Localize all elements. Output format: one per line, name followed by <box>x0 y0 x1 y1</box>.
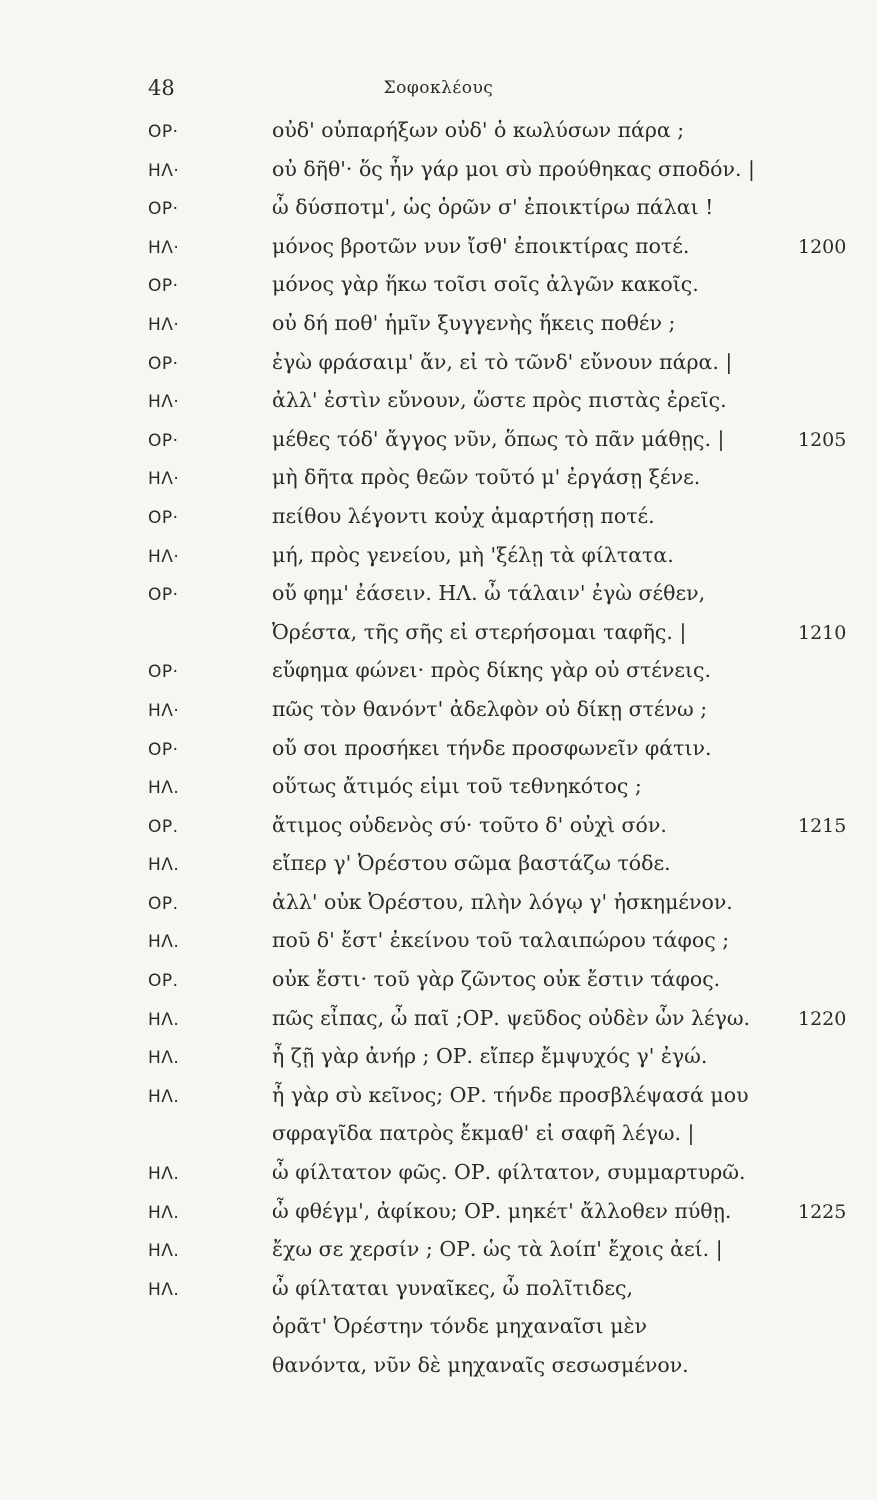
speaker-label: ΗΛ. <box>148 1202 180 1223</box>
speaker-label: ΗΛ. <box>148 1086 180 1107</box>
verse-line <box>0 581 877 620</box>
verse-line <box>0 272 877 311</box>
speaker-label: ΗΛ· <box>148 392 180 413</box>
speaker-label: ΟΡ. <box>148 816 179 837</box>
verse-text-line: ἦ γὰρ σὺ κεῖνος; ΟΡ. τήνδε προσβλέψασά μου <box>272 1082 749 1107</box>
verse-line <box>0 928 877 967</box>
speaker-label: ΗΛ. <box>148 778 180 799</box>
verse-text-line: ὦ φίλταται γυναῖκες, ὦ πολῖτιδες, <box>272 1275 633 1300</box>
verse-line <box>0 504 877 543</box>
verse-text-line: ὦ δύσποτμ', ὡς ὁρῶν σ' ἐποικτίρω πάλαι ! <box>272 195 714 220</box>
speaker-label: ΗΛ. <box>148 1164 180 1185</box>
speaker-label: ΗΛ. <box>148 855 180 876</box>
verse-line <box>0 1121 877 1160</box>
verse-text-line: ὦ φίλτατον φῶς. ΟΡ. φίλτατον, συμμαρτυρῶ. <box>272 1160 746 1185</box>
verse-line <box>0 967 877 1006</box>
speaker-label: ΟΡ. <box>148 893 179 914</box>
verse-line <box>0 427 877 466</box>
verse-text-line: σφραγῖδα πατρὸς ἔκμαθ' εἰ σαφῆ λέγω. | <box>272 1121 695 1146</box>
speaker-label: ΗΛ. <box>148 1048 180 1069</box>
verse-text-line: Ὀρέστα, τῆς σῆς εἰ στερήσομαι ταφῆς. | <box>272 619 687 644</box>
speaker-label: ΟΡ· <box>148 662 179 683</box>
verse-line <box>0 388 877 427</box>
verse-text-line: οὕτως ἄτιμός εἰμι τοῦ τεθνηκότος ; <box>272 774 642 799</box>
verse-text-line: μὴ δῆτα πρὸς θεῶν τοῦτό μ' ἐργάσῃ ξένε. <box>272 465 701 490</box>
speaker-label: ΟΡ· <box>148 507 179 528</box>
speaker-label: ΗΛ. <box>148 1241 180 1262</box>
speaker-label: ΟΡ· <box>148 353 179 374</box>
verse-line <box>0 1353 877 1392</box>
speaker-label: ΗΛ. <box>148 1009 180 1030</box>
verse-line <box>0 1044 877 1083</box>
verse-line <box>0 118 877 157</box>
verse-text-line: ἀλλ' οὐκ Ὀρέστου, πλὴν λόγῳ γ' ἠσκημένον. <box>272 889 733 914</box>
verse-line <box>0 465 877 504</box>
verse-text-line: οὐ δῆθ'· ὅς ἦν γάρ μοι σὺ προύθηκας σποδόν. | <box>272 156 755 181</box>
line-number: 1200 <box>798 235 847 258</box>
verse-text-line: ἔχω σε χερσίν ; ΟΡ. ὡς τὰ λοίπ' ἔχοις ἀεί. | <box>272 1237 723 1262</box>
verse-line <box>0 195 877 234</box>
verse-text-line: ἐγὼ φράσαιμ' ἄν, εἰ τὸ τῶνδ' εὔνουν πάρα. | <box>272 349 733 374</box>
verse-line <box>0 1160 877 1199</box>
verse-line <box>0 697 877 736</box>
verse-text-line: ὁρᾶτ' Ὀρέστην τόνδε μηχαναῖσι μὲν <box>272 1314 647 1339</box>
line-number: 1215 <box>798 814 847 837</box>
verse-text-line: ποῦ δ' ἔστ' ἐκείνου τοῦ ταλαιπώρου τάφος ; <box>272 928 730 953</box>
speaker-label: ΗΛ· <box>148 237 180 258</box>
verse-line <box>0 851 877 890</box>
speaker-label: ΗΛ· <box>148 469 180 490</box>
verse-text-line: ἀλλ' ἐστὶν εὔνουν, ὥστε πρὸς πιστὰς ἐρεῖς. <box>272 388 727 413</box>
verse-text-line: θανόντα, νῦν δὲ μηχαναῖς σεσωσμένον. <box>272 1353 689 1377</box>
verse-text-line: οὔ φημ' ἐάσειν. ΗΛ. ὦ τάλαιν' ἐγὼ σέθεν, <box>272 581 706 606</box>
verse-line <box>0 311 877 350</box>
verse-line <box>0 157 877 196</box>
verse-line <box>0 1199 877 1238</box>
verse-text-line: μόνος γὰρ ἥκω τοῖσι σοῖς ἀλγῶν κακοῖς. <box>272 272 699 297</box>
speaker-label: ΟΡ· <box>148 276 179 297</box>
verse-text-line: μέθες τόδ' ἄγγος νῦν, ὅπως τὸ πᾶν μάθῃς. | <box>272 426 725 451</box>
verse-line <box>0 736 877 775</box>
verse-line <box>0 350 877 389</box>
verse-text-line: οὐκ ἔστι· τοῦ γὰρ ζῶντος οὐκ ἔστιν τάφος. <box>272 967 721 992</box>
speaker-label: ΗΛ· <box>148 700 180 721</box>
verse-line <box>0 1006 877 1045</box>
verse-line <box>0 1237 877 1276</box>
speaker-label: ΟΡ· <box>148 430 179 451</box>
verse-text-line: ἄτιμος οὐδενὸς σύ· τοῦτο δ' οὐχὶ σόν. <box>272 812 667 837</box>
speaker-label: ΗΛ. <box>148 932 180 953</box>
verse-text-line: πείθου λέγοντι κοὐχ ἁμαρτήσῃ ποτέ. <box>272 503 655 528</box>
speaker-label: ΟΡ· <box>148 122 179 142</box>
page-number: 48 <box>148 76 175 100</box>
verse-text-line: οὔ σοι προσήκει τήνδε προσφωνεῖν φάτιν. <box>272 735 712 760</box>
speaker-label: ΗΛ· <box>148 546 180 567</box>
verse-line <box>0 1083 877 1122</box>
speaker-label: ΟΡ. <box>148 971 179 992</box>
verse-text-line: μή, πρὸς γενείου, μὴ 'ξέλῃ τὰ φίλτατα. <box>272 542 674 567</box>
verse-text-line: ἦ ζῇ γὰρ ἀνήρ ; ΟΡ. εἴπερ ἔμψυχός γ' ἐγώ. <box>272 1044 708 1069</box>
verse-line <box>0 658 877 697</box>
verse-text-line: μόνος βροτῶν νυν ἴσθ' ἐποικτίρας ποτέ. <box>272 233 690 258</box>
speaker-label: ΟΡ· <box>148 199 179 220</box>
verse-line <box>0 890 877 929</box>
verse-line <box>0 1314 877 1353</box>
line-number: 1225 <box>798 1200 847 1223</box>
speaker-label: ΗΛ· <box>148 160 180 181</box>
verse-text-line: πῶς εἶπας, ὦ παῖ ;ΟΡ. ψεῦδος οὐδὲν ὧν λέγω. <box>272 1005 751 1030</box>
verse-text-line: εὔφημα φώνει· πρὸς δίκης γὰρ οὐ στένεις. <box>272 658 712 683</box>
verse-text <box>0 118 877 1392</box>
line-number: 1210 <box>798 621 847 644</box>
speaker-label: ΟΡ· <box>148 739 179 760</box>
verse-line <box>0 774 877 813</box>
verse-line <box>0 1276 877 1315</box>
line-number: 1205 <box>798 428 847 451</box>
verse-text-line: πῶς τὸν θανόντ' ἀδελφὸν οὐ δίκῃ στένω ; <box>272 696 708 721</box>
verse-text-line: εἴπερ γ' Ὀρέστου σῶμα βαστάζω τόδε. <box>272 851 671 876</box>
verse-text-line: ὦ φθέγμ', ἀφίκου; ΟΡ. μηκέτ' ἄλλοθεν πύθῃ. <box>272 1198 732 1223</box>
verse-text-line: οὐ δή ποθ' ἡμῖν ξυγγενὴς ἥκεις ποθέν ; <box>272 310 676 335</box>
speaker-label: ΗΛ· <box>148 314 180 335</box>
verse-text-line: οὐδ' οὐπαρήξων οὐδ' ὁ κωλύσων πάρα ; <box>272 118 685 142</box>
page-header <box>0 76 877 106</box>
speaker-label: ΟΡ· <box>148 585 179 606</box>
line-number: 1220 <box>798 1007 847 1030</box>
verse-line <box>0 813 877 852</box>
speaker-label: ΗΛ. <box>148 1279 180 1300</box>
verse-line <box>0 234 877 273</box>
running-head: Σοφοκλέους <box>383 78 494 98</box>
verse-line <box>0 543 877 582</box>
verse-line <box>0 620 877 659</box>
